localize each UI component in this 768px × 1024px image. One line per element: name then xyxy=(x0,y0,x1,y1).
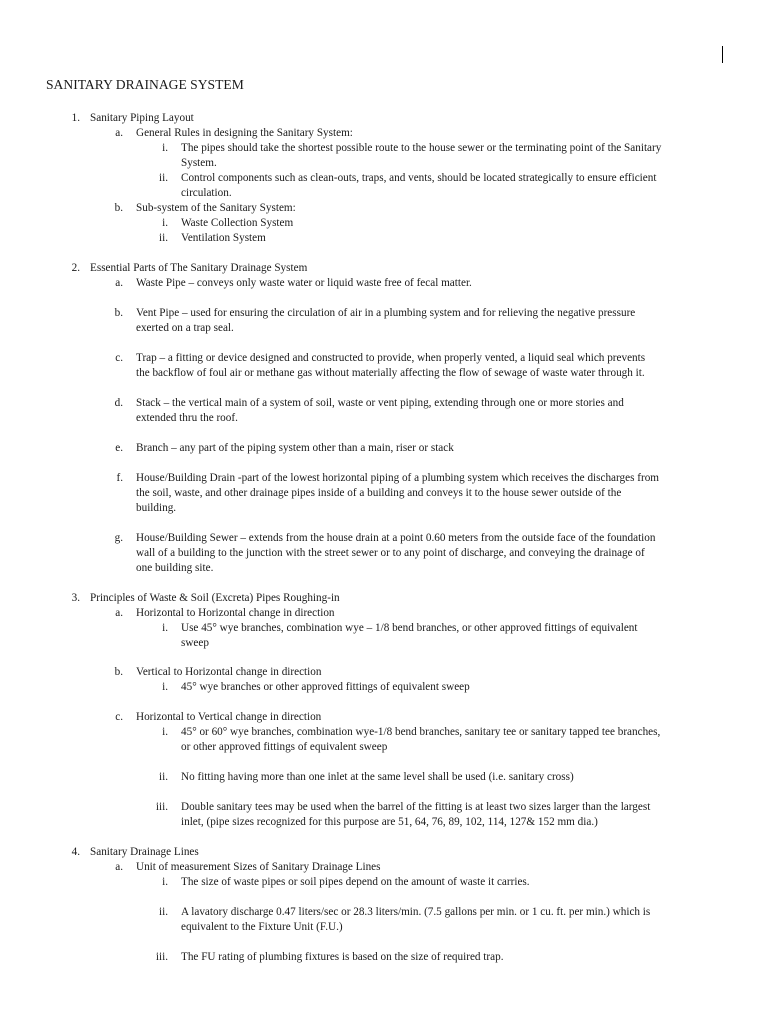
list-marker: e. xyxy=(115,442,123,454)
list-marker: iii. xyxy=(155,951,168,963)
list-item-text: The size of waste pipes or soil pipes depend on the amount of waste it carries. xyxy=(181,876,530,888)
list-item-text: Principles of Waste & Soil (Excreta) Pipes Roughing-in xyxy=(90,592,340,604)
list-item-text: Waste Collection System xyxy=(181,217,294,229)
list-item-text: Horizontal to Horizontal change in direction xyxy=(136,607,335,619)
list-item-text: Ventilation System xyxy=(181,232,266,244)
list-item-text: House/Building Sewer – extends from the house drain at a point 0.60 meters from the outside face of the foundation xyxy=(136,532,656,544)
list-item-text: Sub-system of the Sanitary System: xyxy=(136,202,296,214)
list-marker: i. xyxy=(162,681,168,693)
list-item-text: Stack – the vertical main of a system of soil, waste or vent piping, extending through one or more stories and xyxy=(136,397,624,409)
list-marker: g. xyxy=(114,532,123,544)
list-item-text: General Rules in designing the Sanitary System: xyxy=(136,127,353,139)
list-marker: f. xyxy=(116,472,123,484)
list-item-text: 45° wye branches or other approved fittings of equivalent sweep xyxy=(181,681,470,693)
list-item-text: sweep xyxy=(181,637,209,649)
list-item-text: Unit of measurement Sizes of Sanitary Drainage Lines xyxy=(136,861,381,873)
list-item-text: The FU rating of plumbing fixtures is based on the size of required trap. xyxy=(181,951,504,963)
list-marker: i. xyxy=(162,726,168,738)
list-marker: a. xyxy=(115,607,123,619)
list-item-text: wall of a building to the junction with the street sewer or to any point of discharge, and conveying the drainage of xyxy=(136,547,645,559)
list-marker: ii. xyxy=(158,771,168,783)
list-marker: c. xyxy=(115,711,123,723)
list-marker: ii. xyxy=(158,232,168,244)
list-item-text: Use 45° wye branches, combination wye – 1/8 bend branches, or other approved fittings of equivalent xyxy=(181,622,638,634)
list-item-text: Trap – a fitting or device designed and constructed to provide, when properly vented, a liquid seal which prevents xyxy=(136,352,646,364)
list-item-text: Waste Pipe – conveys only waste water or liquid waste free of fecal matter. xyxy=(136,277,472,289)
list-item-text: Vertical to Horizontal change in direction xyxy=(136,666,322,678)
list-item-text: Vent Pipe – used for ensuring the circulation of air in a plumbing system and for relieving the negative pressure xyxy=(136,307,636,319)
list-item-text: the soil, waste, and other drainage pipes inside of a building and conveys it to the house sewer outside of the xyxy=(136,487,622,499)
list-item-text: Essential Parts of The Sanitary Drainage System xyxy=(90,262,308,274)
list-marker: a. xyxy=(115,127,123,139)
list-item-text: System. xyxy=(181,157,217,169)
list-item-text: exerted on a trap seal. xyxy=(136,322,234,334)
list-marker: i. xyxy=(162,876,168,888)
list-item-text: extended thru the roof. xyxy=(136,412,238,424)
list-marker: iii. xyxy=(155,801,168,813)
list-item-text: Sanitary Piping Layout xyxy=(90,112,194,124)
list-marker: 4. xyxy=(71,846,80,858)
list-marker: ii. xyxy=(158,172,168,184)
list-item-text: No fitting having more than one inlet at the same level shall be used (i.e. sanitary cross) xyxy=(181,771,574,783)
list-marker: d. xyxy=(114,397,123,409)
list-item-text: building. xyxy=(136,502,177,514)
list-item-text: or other approved fittings of equivalent sweep xyxy=(181,741,388,753)
list-item-text: inlet, (pipe sizes recognized for this purpose are 51, 64, 76, 89, 102, 114, 127& 152 mm dia.) xyxy=(181,816,598,828)
text-cursor xyxy=(722,46,723,63)
list-marker: i. xyxy=(162,142,168,154)
list-marker: ii. xyxy=(158,906,168,918)
list-marker: b. xyxy=(114,202,123,214)
list-item-text: A lavatory discharge 0.47 liters/sec or 28.3 liters/min. (7.5 gallons per min. or 1 cu. ft. per min.) which is xyxy=(181,906,651,918)
list-item-text: equivalent to the Fixture Unit (F.U.) xyxy=(181,921,343,933)
list-marker: a. xyxy=(115,277,123,289)
list-item-text: House/Building Drain -part of the lowest horizontal piping of a plumbing system which receives the discharges from xyxy=(136,472,660,484)
list-item-text: Horizontal to Vertical change in direction xyxy=(136,711,322,723)
list-item-text: The pipes should take the shortest possible route to the house sewer or the terminating point of the Sanitary xyxy=(181,142,662,154)
list-item-text: Sanitary Drainage Lines xyxy=(90,846,199,858)
list-marker: 1. xyxy=(71,112,80,124)
list-marker: 2. xyxy=(71,262,80,274)
list-item-text: one building site. xyxy=(136,562,214,574)
list-marker: a. xyxy=(115,861,123,873)
list-item-text: Control components such as clean-outs, traps, and vents, should be located strategically to ensure efficient xyxy=(181,172,657,184)
list-item-text: circulation. xyxy=(181,187,232,199)
list-marker: 3. xyxy=(71,592,80,604)
list-item-text: the backflow of foul air or methane gas without materially affecting the flow of sewage of waste water through it. xyxy=(136,367,645,379)
list-marker: b. xyxy=(114,307,123,319)
list-marker: i. xyxy=(162,217,168,229)
list-marker: c. xyxy=(115,352,123,364)
list-marker: i. xyxy=(162,622,168,634)
page-title: SANITARY DRAINAGE SYSTEM xyxy=(46,77,244,92)
list-item-text: Branch – any part of the piping system other than a main, riser or stack xyxy=(136,442,454,454)
list-item-text: Double sanitary tees may be used when the barrel of the fitting is at least two sizes larger than the largest xyxy=(181,801,651,813)
list-marker: b. xyxy=(114,666,123,678)
list-item-text: 45° or 60° wye branches, combination wye-1/8 bend branches, sanitary tee or sanitary tapped tee branches, xyxy=(181,726,661,738)
